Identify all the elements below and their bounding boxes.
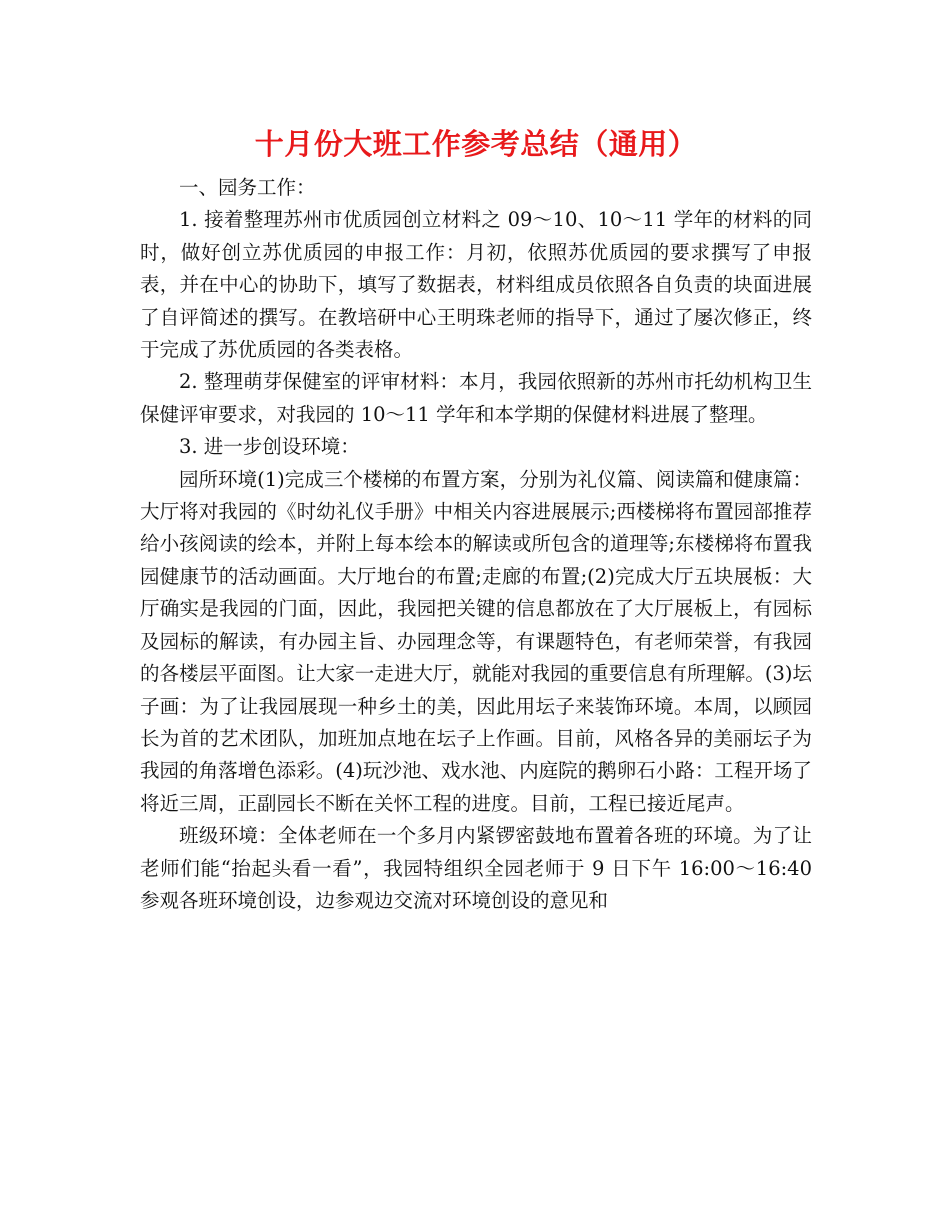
document-page	[140, 120, 812, 917]
section-heading-garden-affairs: 一、园务工作：	[179, 176, 316, 199]
paragraph-item-1: 1. 接着整理苏州市优质园创立材料之 09～10、10～11 学年的材料的同时，做好创立苏优质园的申报工作：月初，依照苏优质园的要求撰写了申报表，并在中心的协助下，填写了数据表，材料组成员依照各自负责的块面进展了自评简述的撰写。在教培研中心王明珠老师的指导下，通过了屡次修正，终于完成了苏优质园的各类表格。	[140, 208, 812, 362]
document-title: 十月份大班工作参考总结（通用）	[254, 127, 698, 161]
paragraph-item-3: 3. 进一步创设环境：	[179, 435, 360, 459]
paragraph-campus-environment: 园所环境(1)完成三个楼梯的布置方案，分别为礼仪篇、阅读篇和健康篇：大厅将对我园的《时幼礼仪手册》中相关内容进展展示;西楼梯将布置园部推荐给小孩阅读的绘本，并附上每本绘本的解读或所包含的道理等;东楼梯将布置我园健康节的活动画面。大厅地台的布置;走廊的布置;(2)完成大厅五块展板：大厅确实是我园的门面，因此，我园把关键的信息都放在了大厅展板上，有园标及园标的解读，有办园主旨、办园理念等，有课题特色，有老师荣誉，有我园的各楼层平面图。让大家一走进大厅，就能对我园的重要信息有所理解。(3)坛子画：为了让我园展现一种乡土的美，因此用坛子来装饰环境。本周，以顾园长为首的艺术团队，加班加点地在坛子上作画。目前，风格各异的美丽坛子为我园的角落增色添彩。(4)玩沙池、戏水池、内庭院的鹅卵石小路：工程开场了将近三周，正副园长不断在关怀工程的进度。目前，工程已接近尾声。	[140, 467, 812, 815]
paragraph-item-2: 2. 整理萌芽保健室的评审材料：本月，我园依照新的苏州市托幼机构卫生保健评审要求，对我园的 10～11 学年和本学期的保健材料进展了整理。	[140, 370, 812, 426]
paragraph-class-environment: 班级环境：全体老师在一个多月内紧锣密鼓地布置着各班的环境。为了让老师们能“抬起头看一看”，我园特组织全园老师于 9 日下午 16:00～16:40 参观各班环境创设，边参观边交流对环境创设的意见和	[140, 824, 812, 912]
